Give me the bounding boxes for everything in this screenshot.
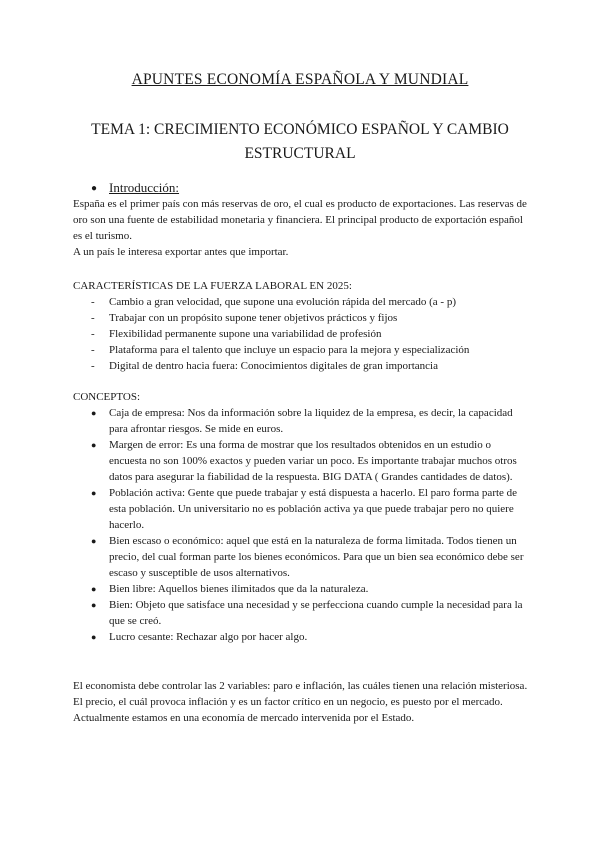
- list-item: [91, 358, 531, 374]
- bullet-icon: ●: [91, 183, 98, 194]
- list-item: [91, 310, 531, 326]
- list-item: [91, 326, 531, 342]
- list-item: [91, 405, 531, 437]
- list-item-text: Flexibilidad permanente supone una variabilidad de profesión: [109, 328, 382, 340]
- list-item-text: Plataforma para el talento que incluye un espacio para la mejora y especialización: [109, 344, 470, 356]
- intro-paragraph: A un país le interesa exportar antes que importar.: [73, 246, 289, 258]
- list-item: [91, 533, 531, 581]
- bullet-icon: ●: [91, 600, 97, 610]
- conceptos-heading: CONCEPTOS:: [73, 391, 141, 403]
- conceptos-list: [91, 405, 531, 645]
- bullet-icon: ●: [91, 584, 97, 594]
- list-item-text: Cambio a gran velocidad, que supone una evolución rápida del mercado (a - p): [109, 296, 456, 308]
- bullet-icon: ●: [91, 488, 97, 498]
- bullet-icon: ●: [91, 536, 97, 546]
- dash-icon: -: [91, 312, 95, 324]
- caracteristicas-list: [91, 294, 531, 374]
- list-item: [91, 342, 531, 358]
- closing-section: [73, 678, 533, 726]
- list-item: [91, 437, 531, 485]
- list-item-text: Digital de dentro hacia fuera: Conocimientos digitales de gran importancia: [109, 360, 438, 372]
- list-item: [91, 485, 531, 533]
- document-title: APUNTES ECONOMÍA ESPAÑOLA Y MUNDIAL: [131, 71, 469, 88]
- list-item: [91, 597, 531, 629]
- list-item-text: Bien libre: Aquellos bienes ilimitados que da la naturaleza.: [109, 583, 369, 595]
- bullet-icon: ●: [91, 632, 97, 642]
- list-item-text: Margen de error: Es una forma de mostrar que los resultados obtenidos en un estudio o encuesta no son 100% exactos y pueden variar un poco. Es importante trabajar muchos otros datos para asegurar la fiabilidad de la respuesta. BIG DATA ( Grandes cantidades de datos).: [109, 439, 517, 483]
- list-item-text: Trabajar con un propósito supone tener objetivos prácticos y fijos: [109, 312, 398, 324]
- closing-paragraph: El precio, el cuál provoca inflación y es un factor crítico en un negocio, es puesto por el mercado.: [73, 696, 503, 708]
- intro-section: [73, 196, 533, 260]
- list-item-text: Bien escaso o económico: aquel que está en la naturaleza de forma limitada. Todos tienen un precio, del cual forman parte los bienes económicos. Para que un bien sea económico debe ser escaso y susceptible de usos alternativos.: [109, 535, 524, 579]
- tema-title: TEMA 1: CRECIMIENTO ECONÓMICO ESPAÑOL Y CAMBIO ESTRUCTURAL: [91, 121, 509, 162]
- list-item: [91, 629, 531, 645]
- dash-icon: -: [91, 344, 95, 356]
- dash-icon: -: [91, 296, 95, 308]
- bullet-icon: ●: [91, 408, 97, 418]
- caracteristicas-heading: CARACTERÍSTICAS DE LA FUERZA LABORAL EN 2025:: [73, 280, 352, 292]
- list-item-text: Lucro cesante: Rechazar algo por hacer algo.: [109, 631, 308, 643]
- intro-paragraph: España es el primer país con más reservas de oro, el cual es producto de exportaciones. Las reservas de oro son una fuente de estabilidad monetaria y financiera. El principal producto de exportación español es el turismo.: [73, 198, 527, 242]
- list-item-text: Población activa: Gente que puede trabajar y está dispuesta a hacerlo. El paro forma parte de esta población. Un universitario no es población activa ya que puede trabajar pero no quiere hacerlo.: [109, 487, 518, 531]
- dash-icon: -: [91, 360, 95, 372]
- list-item-text: Bien: Objeto que satisface una necesidad y se perfecciona cuando cumple la necesidad para la que se creó.: [109, 599, 523, 627]
- intro-heading-label: Introducción:: [109, 180, 180, 195]
- bullet-icon: ●: [91, 440, 97, 450]
- closing-paragraph: Actualmente estamos en una economía de mercado intervenida por el Estado.: [73, 712, 415, 724]
- closing-paragraph: El economista debe controlar las 2 variables: paro e inflación, las cuáles tienen una relación misteriosa.: [73, 680, 528, 692]
- list-item: [91, 294, 531, 310]
- dash-icon: -: [91, 328, 95, 340]
- list-item-text: Caja de empresa: Nos da información sobre la liquidez de la empresa, es decir, la capacidad para afrontar riesgos. Se mide en euros.: [109, 407, 513, 435]
- list-item: [91, 581, 531, 597]
